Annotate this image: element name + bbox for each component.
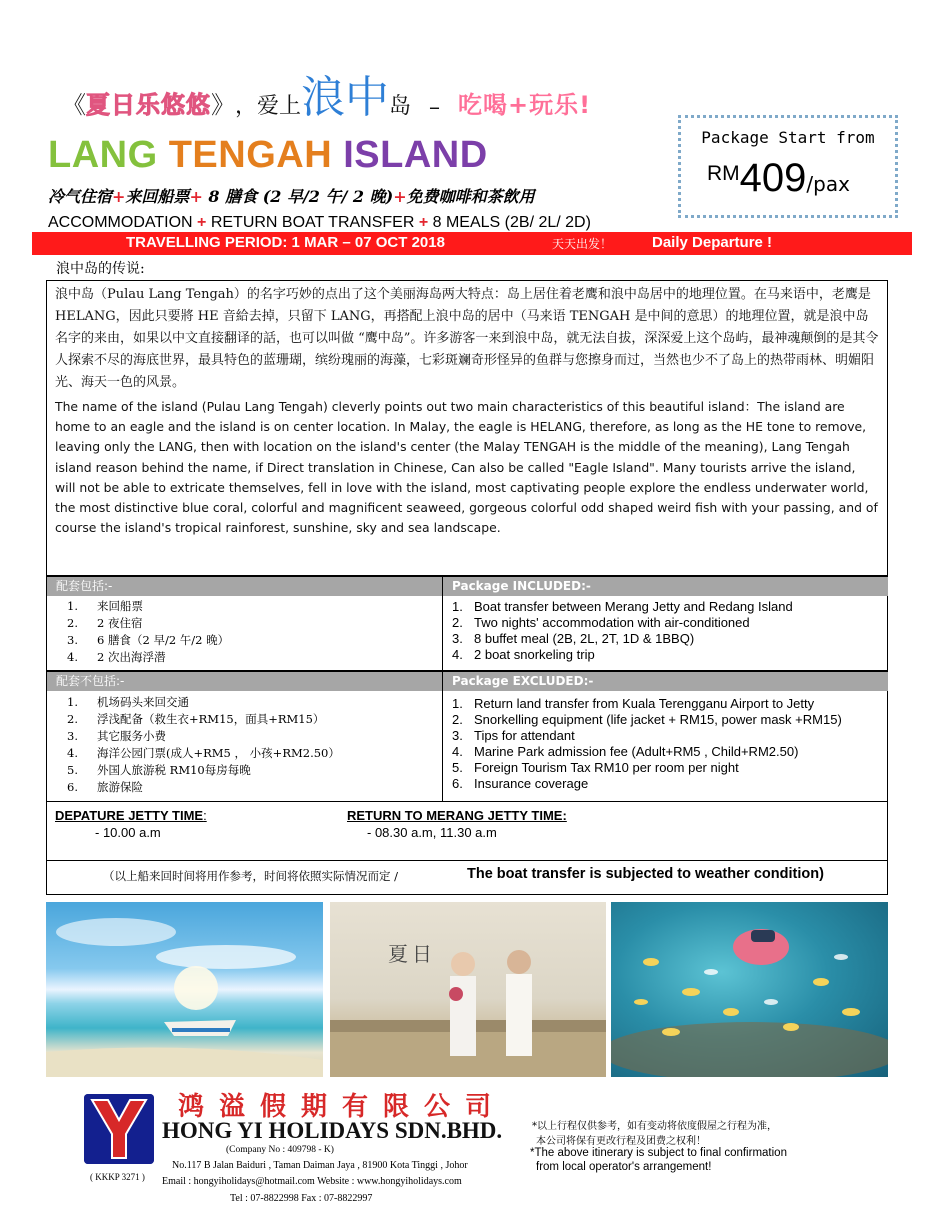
title-tengah: TENGAH: [168, 134, 333, 176]
price-amount: 409: [739, 156, 807, 200]
weather-note-cn: （以上船来回时间将用作参考，时间将依照实际情况而定 /: [103, 869, 399, 883]
title-lang: LANG: [48, 134, 158, 176]
legend-text-cn: 浪中岛（Pulau Lang Tengah）的名字巧妙的点出了这个美丽海岛两大特点：岛上居住着老鹰和浪中岛居中的地理位置。在马来语中，老鹰是 HELANG，因此只要將 HE 音給去掉，只留下 LANG，再搭配上浪中岛的居中（马来语 TENGAH 是中间的意思）的地理位置，就是浪中岛名字的来由，如果以中文直接翻译的話，也可以叫做 “鹰中岛”。许多游客一来到浪中岛，就无法自拔，深深爱上这个岛屿，最神魂颠倒的是其令人探索不尽的海底世界，最具特色的蓝珊瑚，缤纷瑰丽的海藻，七彩斑斓奇形怪异的鱼群与您擦身而过，当然也少不了岛上的热带雨林、明媚阳光、海天一色的风景。: [55, 287, 879, 390]
summary-cn-accommodation: 冷气住宿: [48, 187, 113, 206]
excluded-header-cn: 配套不包括:-: [47, 672, 442, 691]
headline-love: 爱上: [257, 94, 302, 119]
price-unit: /pax: [806, 172, 850, 196]
price-box: [678, 115, 898, 218]
company-number: (Company No : 409798 - K): [226, 1145, 334, 1155]
daily-departure-en: Daily Departure !: [652, 234, 773, 251]
beach-scene-icon: [46, 902, 323, 1077]
title-island: ISLAND: [343, 134, 488, 176]
jetty-divider: [47, 860, 887, 861]
daily-departure-cn: 天天出发！: [552, 237, 613, 251]
list-item: 3. 6 膳食（2 早/2 午/2 晚）: [67, 633, 230, 647]
list-item: 4. 海洋公园门票(成人+RM5 ， 小孩+RM2.50）: [67, 746, 340, 760]
list-item: 6. 旅游保险: [67, 780, 143, 794]
legend-box: [46, 280, 888, 576]
excluded-header-en: Package EXCLUDED:-: [443, 672, 888, 691]
list-item: 3. 8 buffet meal (2B, 2L, 2T, 1D & 1BBQ): [452, 631, 695, 646]
list-item: 1. 机场码头来回交通: [67, 695, 189, 709]
included-table: [46, 576, 888, 671]
headline-summer-fun: 夏日乐悠悠: [86, 91, 211, 119]
return-jetty-label: RETURN TO MERANG JETTY TIME:: [347, 808, 567, 823]
plus-icon: +: [189, 187, 203, 206]
hong-yi-logo-icon: [84, 1094, 154, 1164]
summary-en-boat: RETURN BOAT TRANSFER: [206, 214, 419, 231]
summary-en-meals: 8 MEALS (2B/ 2L/ 2D): [428, 214, 591, 231]
list-item: 4. 2 boat snorkeling trip: [452, 647, 595, 662]
headline-island-char: 岛: [389, 94, 412, 119]
list-item: 6. Insurance coverage: [452, 776, 589, 791]
jetty-times-box: [46, 801, 888, 895]
list-item: 4. 2 次出海浮潜: [67, 650, 166, 664]
headline-quote-open: 《: [62, 91, 86, 119]
list-item: 3. 其它服务小费: [67, 729, 166, 743]
disclaimer-en-1: *The above itinerary is subject to final confirmation: [530, 1147, 787, 1159]
headline-quote-close: 》: [211, 91, 235, 119]
list-item: 4. Marine Park admission fee (Adult+RM5 , Child+RM2.50): [452, 744, 799, 759]
included-header-en: Package INCLUDED:-: [443, 577, 888, 596]
legend-heading: 浪中岛的传说:: [56, 261, 145, 277]
disclaimer-en-2: from local operator's arrangement!: [536, 1161, 712, 1173]
list-item: 2. Snorkelling equipment (life jacket + RM15, power mask +RM15): [452, 712, 842, 727]
departure-jetty-time: - 10.00 a.m: [95, 825, 161, 840]
package-summary-en: [48, 214, 591, 232]
list-item: 1. Boat transfer between Merang Jetty and Redang Island: [452, 599, 793, 614]
y-letter-icon: [84, 1094, 154, 1164]
plus-icon: +: [393, 187, 407, 206]
return-jetty-time: - 08.30 a.m, 11.30 a.m: [367, 825, 497, 840]
package-summary-cn: [48, 184, 535, 207]
column-divider: [442, 577, 443, 670]
legend-text-en: The name of the island (Pulau Lang Tengah) cleverly points out two main characteristics of this beautiful island：The island are home to an eagle and the island is on center location. In Malay, the eagle is HELANG, therefore, as long as the HE tone to remove, leaving only the LANG, then with location on the island's center (the Malay TENGAH is the middle of the meaning), Lang Tengah island reason behind the name, if Direct translation in Chinese, Can also be called "Eagle Island". Many tourists arrive the island, will not be able to extricate themselves, fell in love with the island, most captivating people explore the endless underwater world, the most distinctive blue coral, colorful and magnificent seaweed, gorgeous colorful odd shaped weird fish with your passing, and of course the island's tropical rainforest, sunshine, sky and sea landscape.: [55, 399, 878, 536]
price-label: Package Start from: [701, 128, 875, 147]
travel-period-banner: [32, 232, 912, 255]
snorkel-photo: [611, 902, 888, 1077]
headline-eat-play: 吃喝+玩乐!: [458, 91, 592, 119]
island-title: [48, 134, 488, 177]
included-list-en: [444, 599, 793, 663]
snorkel-scene-icon: [611, 902, 888, 1077]
price-currency: RM: [707, 162, 740, 185]
plus-icon: +: [418, 214, 429, 231]
list-item: 2. Two nights' accommodation with air-conditioned: [452, 615, 750, 630]
included-list-cn: [47, 598, 229, 666]
included-header-cn: 配套包括:-: [47, 577, 442, 596]
plus-icon: +: [112, 187, 126, 206]
beach-photo: [46, 902, 323, 1077]
list-item: 1. Return land transfer from Kuala Terengganu Airport to Jetty: [452, 696, 815, 711]
promo-headline: [62, 60, 592, 123]
company-address: No.117 B Jalan Baiduri , Taman Daiman Jaya , 81900 Kota Tinggi , Johor: [172, 1160, 468, 1171]
disclaimer-cn-1: *以上行程仅供参考，如有变动将依度假屋之行程为准，: [532, 1121, 777, 1132]
price-value: [707, 156, 850, 201]
weather-note-en: The boat transfer is subjected to weather condition): [467, 866, 824, 882]
summary-cn-coffee: 免费咖啡和茶飲用: [406, 187, 535, 206]
excluded-table: [46, 671, 888, 802]
travel-period: TRAVELLING PERIOD: 1 MAR – 07 OCT 2018: [126, 234, 445, 251]
list-item: 2. 2 夜住宿: [67, 616, 143, 630]
company-name-cn: 鸿溢假期有限公司: [178, 1092, 507, 1122]
couple-scene-icon: [330, 902, 606, 1077]
summary-cn-boat: 来回船票: [125, 187, 190, 206]
list-item: 2. 浮浅配备（救生衣+RM15，面具+RM15）: [67, 712, 325, 726]
list-item: 1. 来回船票: [67, 599, 143, 613]
list-item: 5. 外国人旅游税 RM10每房每晚: [67, 763, 251, 777]
wedding-caption: 夏日: [388, 942, 436, 966]
disclaimer-cn-2: 本公司将保有更改行程及团费之权利！: [536, 1136, 706, 1147]
excluded-list-en: [444, 696, 842, 792]
departure-jetty-label: DEPATURE JETTY TIME:: [55, 808, 207, 823]
company-name-en: HONG YI HOLIDAYS SDN.BHD.: [162, 1118, 503, 1143]
list-item: 5. Foreign Tourism Tax RM10 per room per night: [452, 760, 739, 775]
company-phone-fax: Tel : 07-8822998 Fax : 07-8822997: [230, 1193, 373, 1204]
summary-cn-meals: 8 膳食 (2 早/2 午/ 2 晚): [202, 187, 394, 206]
headline-comma: ，: [235, 94, 258, 119]
kkkp-licence: ( KKKP 3271 ): [90, 1172, 145, 1182]
wedding-photo: [330, 902, 606, 1077]
headline-dash: –: [429, 95, 441, 120]
plus-icon: +: [197, 214, 207, 231]
summary-en-accommodation: ACCOMMODATION: [48, 214, 198, 231]
excluded-list-cn: [47, 694, 340, 796]
company-email-website: Email : hongyiholidays@hotmail.com Website : www.hongyiholidays.com: [162, 1176, 462, 1187]
list-item: 3. Tips for attendant: [452, 728, 575, 743]
headline-langzhong: 浪中: [301, 72, 390, 123]
column-divider: [442, 672, 443, 801]
